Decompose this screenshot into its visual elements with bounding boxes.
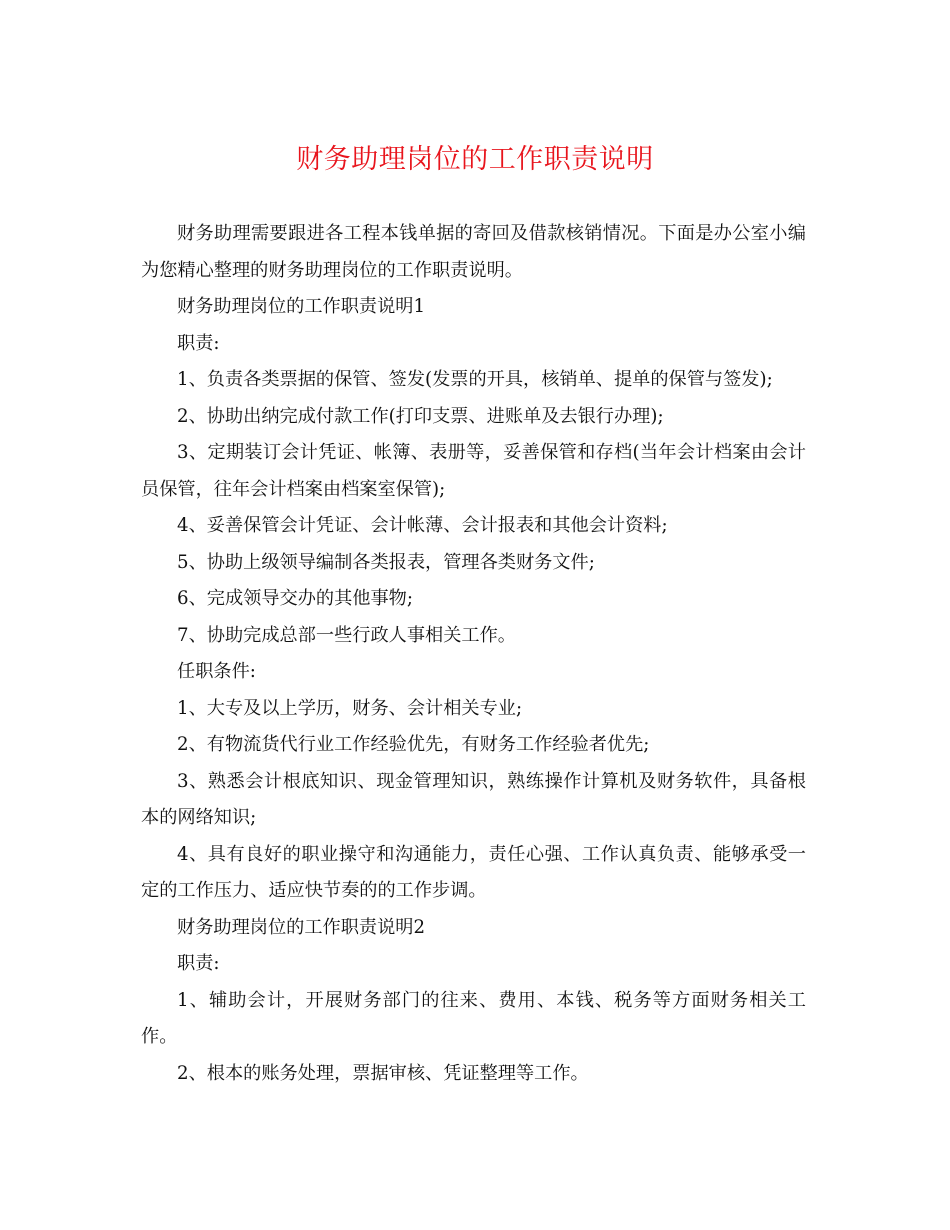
duty-item: 1、负责各类票据的保管、签发(发票的开具，核销单、提单的保管与签发);: [177, 369, 773, 390]
requirement-item: 2、有物流货代行业工作经验优先，有财务工作经验者优先;: [177, 734, 650, 755]
duty-item: 2、协助出纳完成付款工作(打印支票、进账单及去银行办理);: [177, 405, 664, 427]
duty-item: 7、协助完成总部一些行政人事相关工作。: [177, 624, 516, 646]
duty-item: 3、定期装订会计凭证、帐簿、表册等，妥善保管和存档(当年会计档案由会计员保管，往年会计档案由档案室保管);: [141, 442, 806, 500]
document-title: 财务助理岗位的工作职责说明: [296, 144, 654, 175]
requirement-item: 3、熟悉会计根底知识、现金管理知识，熟练操作计算机及财务软件，具备根本的网络知识;: [141, 770, 806, 828]
duty-item: 1、辅助会计，开展财务部门的往来、费用、本钱、税务等方面财务相关工作。: [141, 989, 806, 1047]
intro-paragraph: 财务助理需要跟进各工程本钱单据的寄回及借款核销情况。下面是办公室小编为您精心整理的财务助理岗位的工作职责说明。: [141, 223, 806, 281]
requirements-label: 任职条件:: [177, 661, 256, 682]
requirement-item: 4、具有良好的职业操守和沟通能力，责任心强、工作认真负责、能够承受一定的工作压力、适应快节奏的的工作步调。: [141, 843, 806, 901]
duty-item: 6、完成领导交办的其他事物;: [177, 588, 413, 609]
requirement-item: 1、大专及以上学历，财务、会计相关专业;: [177, 697, 523, 719]
section-heading-1: 财务助理岗位的工作职责说明1: [177, 296, 426, 317]
duty-item: 2、根本的账务处理，票据审核、凭证整理等工作。: [177, 1062, 589, 1084]
duties-label: 职责:: [177, 332, 220, 354]
duty-item: 5、协助上级领导编制各类报表，管理各类财务文件;: [177, 551, 595, 573]
duties-label: 职责:: [177, 953, 220, 974]
section-heading-2: 财务助理岗位的工作职责说明2: [177, 916, 426, 938]
duty-item: 4、妥善保管会计凭证、会计帐薄、会计报表和其他会计资料;: [177, 515, 668, 536]
document-body: [141, 216, 806, 1092]
